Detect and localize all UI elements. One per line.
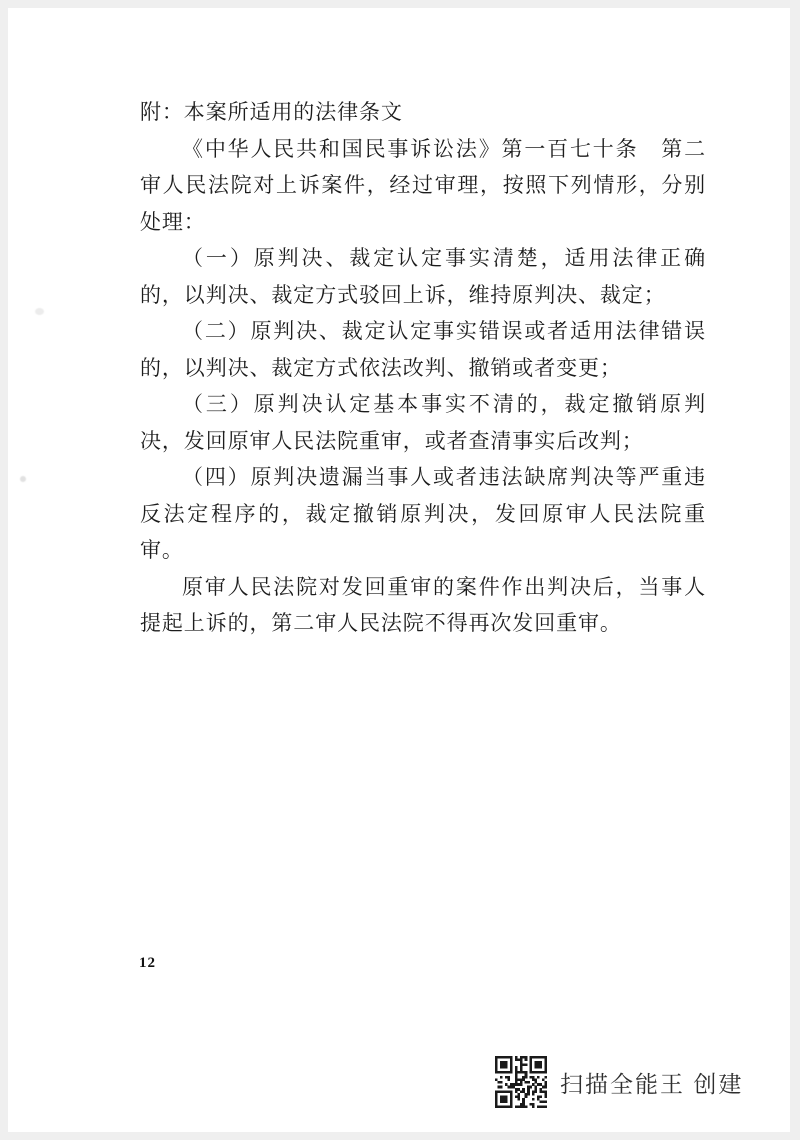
item-2-paragraph: （二）原判决、裁定认定事实错误或者适用法律错误的，以判决、裁定方式依法改判、撤销或者变更； (140, 319, 706, 380)
scanner-watermark (495, 1056, 743, 1108)
closing-paragraph: 原审人民法院对发回重审的案件作出判决后，当事人提起上诉的，第二审人民法院不得再次发回重审。 (140, 574, 706, 635)
item-4-paragraph: （四）原判决遗漏当事人或者违法缺席判决等严重违反法定程序的，裁定撤销原判决，发回原审人民法院重审。 (140, 465, 706, 562)
appendix-heading: 附：本案所适用的法律条文 (140, 100, 403, 124)
item-1-paragraph: （一）原判决、裁定认定事实清楚，适用法律正确的，以判决、裁定方式驳回上诉，维持原判决、裁定； (140, 246, 706, 307)
document-page (8, 8, 790, 1132)
page-number: 12 (139, 955, 156, 971)
legal-text-block (140, 94, 706, 642)
law-citation-paragraph: 《中华人民共和国民事诉讼法》第一百七十条 第二审人民法院对上诉案件，经过审理，按照下列情形，分别处理： (140, 136, 706, 234)
scan-speck (35, 308, 44, 315)
scanner-watermark-label: 扫描全能王 创建 (560, 1070, 744, 1097)
qr-code-icon (495, 1056, 547, 1108)
item-3-paragraph: （三）原判决认定基本事实不清的，裁定撤销原判决，发回原审人民法院重审，或者查清事实后改判； (140, 392, 706, 453)
scan-speck (20, 476, 26, 482)
